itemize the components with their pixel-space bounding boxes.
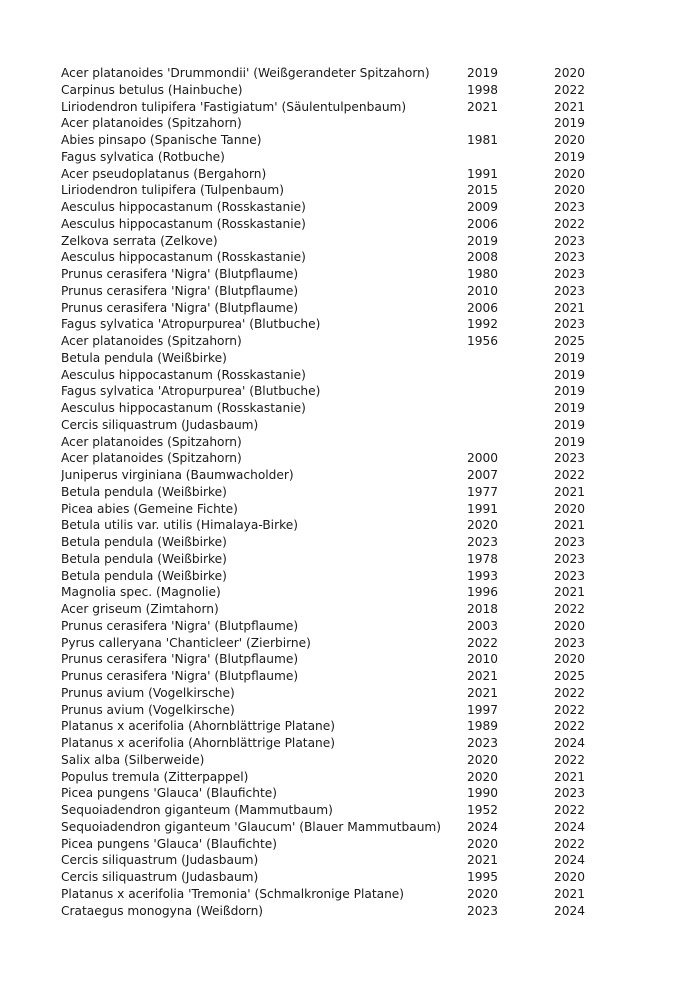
inspection-year: 2023 (554, 786, 586, 801)
inspection-year: 2022 (554, 82, 586, 97)
inspection-year: 2025 (554, 334, 586, 348)
tree-species-name: Acer pseudoplatanus (Bergahorn) (61, 166, 267, 181)
tree-species-name: Populus tremula (Zitterpappel) (61, 769, 249, 784)
table-row (61, 718, 621, 735)
table-row (61, 182, 621, 199)
planting-year: 2009 (467, 200, 499, 214)
tree-species-name: Crataegus monogyna (Weißdorn) (61, 903, 264, 918)
tree-species-name: Betula utilis var. utilis (Himalaya-Birke) (61, 518, 298, 533)
planting-year: 2006 (467, 300, 499, 315)
inspection-year: 2024 (554, 853, 586, 868)
tree-table (61, 65, 621, 919)
table-row (61, 249, 621, 266)
inspection-year: 2023 (554, 283, 586, 298)
inspection-year: 2024 (554, 736, 586, 750)
tree-species-name: Fagus sylvatica 'Atropurpurea' (Blutbuche) (61, 384, 321, 399)
tree-species-name: Fagus sylvatica (Rotbuche) (61, 149, 225, 164)
table-row (61, 601, 621, 618)
planting-year: 2000 (467, 451, 499, 466)
table-row (61, 802, 621, 819)
inspection-year: 2020 (554, 870, 586, 884)
planting-year: 1995 (467, 870, 499, 884)
tree-species-name: Prunus cerasifera 'Nigra' (Blutpflaume) (61, 618, 299, 633)
inspection-year: 2019 (554, 149, 586, 164)
planting-year: 2019 (467, 66, 499, 80)
tree-species-name: Aesculus hippocastanum (Rosskastanie) (61, 216, 306, 231)
tree-species-name: Liriodendron tulipifera (Tulpenbaum) (61, 183, 285, 198)
tree-species-name: Betula pendula (Weißbirke) (61, 568, 227, 583)
inspection-year: 2022 (554, 468, 586, 482)
tree-species-name: Acer platanoides (Spitzahorn) (61, 434, 242, 449)
tree-species-name: Prunus cerasifera 'Nigra' (Blutpflaume) (61, 300, 299, 315)
table-row (61, 417, 621, 434)
table-row (61, 166, 621, 183)
inspection-year: 2019 (554, 384, 586, 399)
table-row (61, 568, 621, 585)
table-row (61, 852, 621, 869)
planting-year: 2008 (467, 250, 499, 265)
tree-species-name: Cercis siliquastrum (Judasbaum) (61, 853, 259, 868)
planting-year: 1996 (467, 585, 499, 600)
planting-year: 1998 (467, 82, 499, 97)
planting-year: 1978 (467, 551, 499, 566)
planting-year: 1981 (467, 133, 499, 147)
table-row (61, 82, 621, 99)
inspection-year: 2022 (554, 836, 586, 851)
table-row (61, 316, 621, 333)
inspection-year: 2020 (554, 618, 586, 633)
inspection-year: 2022 (554, 602, 586, 616)
inspection-year: 2022 (554, 803, 586, 817)
inspection-year: 2023 (554, 635, 586, 650)
planting-year: 2003 (467, 618, 499, 633)
table-row (61, 702, 621, 719)
inspection-year: 2023 (554, 568, 586, 583)
inspection-year: 2023 (554, 250, 586, 265)
table-row (61, 216, 621, 233)
inspection-year: 2021 (554, 518, 586, 533)
planting-year: 2020 (467, 769, 499, 784)
inspection-year: 2022 (554, 702, 586, 717)
planting-year: 2021 (467, 99, 499, 114)
planting-year: 2020 (467, 836, 499, 851)
planting-year: 2024 (467, 819, 499, 834)
table-row (61, 350, 621, 367)
tree-species-name: Liriodendron tulipifera 'Fastigiatum' (Säulentulpenbaum) (61, 99, 407, 114)
planting-year: 2015 (467, 183, 499, 198)
tree-species-name: Prunus cerasifera 'Nigra' (Blutpflaume) (61, 669, 299, 683)
tree-species-name: Magnolia spec. (Magnolie) (61, 585, 221, 600)
planting-year: 2007 (467, 468, 499, 482)
tree-species-name: Pyrus calleryana 'Chanticleer' (Zierbirne) (61, 635, 311, 650)
inspection-year: 2022 (554, 685, 586, 700)
tree-species-name: Salix alba (Silberweide) (61, 752, 205, 767)
tree-species-name: Picea pungens 'Glauca' (Blaufichte) (61, 836, 277, 851)
table-row (61, 819, 621, 836)
table-row (61, 65, 621, 82)
table-row (61, 886, 621, 903)
table-row (61, 383, 621, 400)
planting-year: 1992 (467, 317, 499, 332)
planting-year: 1989 (467, 719, 499, 734)
inspection-year: 2021 (554, 886, 586, 901)
tree-species-name: Picea abies (Gemeine Fichte) (61, 501, 238, 516)
table-row (61, 635, 621, 652)
inspection-year: 2020 (554, 652, 586, 667)
table-row (61, 584, 621, 601)
table-row (61, 501, 621, 518)
table-row (61, 132, 621, 149)
planting-year: 2010 (467, 652, 499, 667)
table-row (61, 199, 621, 216)
table-row (61, 283, 621, 300)
planting-year: 2022 (467, 635, 499, 650)
tree-species-name: Abies pinsapo (Spanische Tanne) (61, 133, 262, 147)
tree-species-name: Juniperus virginiana (Baumwacholder) (61, 468, 294, 482)
tree-species-name: Platanus x acerifolia 'Tremonia' (Schmalkronige Platane) (61, 886, 405, 901)
planting-year: 2006 (467, 216, 499, 231)
tree-species-name: Betula pendula (Weißbirke) (61, 350, 227, 365)
table-row (61, 517, 621, 534)
inspection-year: 2023 (554, 267, 586, 281)
inspection-year: 2021 (554, 99, 586, 114)
tree-species-name: Prunus cerasifera 'Nigra' (Blutpflaume) (61, 283, 299, 298)
inspection-year: 2019 (554, 401, 586, 415)
planting-year: 2019 (467, 233, 499, 248)
table-row (61, 115, 621, 132)
tree-species-name: Fagus sylvatica 'Atropurpurea' (Blutbuche) (61, 317, 321, 332)
table-row (61, 735, 621, 752)
table-row (61, 752, 621, 769)
inspection-year: 2019 (554, 350, 586, 365)
tree-species-name: Acer platanoides (Spitzahorn) (61, 451, 242, 466)
planting-year: 1991 (467, 501, 499, 516)
table-row (61, 450, 621, 467)
tree-species-name: Betula pendula (Weißbirke) (61, 535, 227, 549)
table-row (61, 651, 621, 668)
table-row (61, 434, 621, 451)
inspection-year: 2021 (554, 769, 586, 784)
tree-species-name: Platanus x acerifolia (Ahornblättrige Platane) (61, 736, 336, 750)
planting-year: 2023 (467, 736, 499, 750)
inspection-year: 2023 (554, 317, 586, 332)
planting-year: 2021 (467, 669, 499, 683)
tree-species-name: Aesculus hippocastanum (Rosskastanie) (61, 250, 306, 265)
inspection-year: 2023 (554, 200, 586, 214)
inspection-year: 2019 (554, 417, 586, 432)
inspection-year: 2022 (554, 719, 586, 734)
inspection-year: 2020 (554, 183, 586, 198)
table-row (61, 333, 621, 350)
table-row (61, 836, 621, 853)
tree-species-name: Sequoiadendron giganteum 'Glaucum' (Blauer Mammutbaum) (61, 819, 442, 834)
inspection-year: 2019 (554, 434, 586, 449)
inspection-year: 2021 (554, 300, 586, 315)
planting-year: 1991 (467, 166, 499, 181)
tree-species-name: Prunus avium (Vogelkirsche) (61, 702, 235, 717)
inspection-year: 2021 (554, 585, 586, 600)
table-row (61, 367, 621, 384)
planting-year: 1997 (467, 702, 499, 717)
table-row (61, 769, 621, 786)
tree-species-name: Zelkova serrata (Zelkove) (61, 233, 218, 248)
table-row (61, 484, 621, 501)
inspection-year: 2023 (554, 233, 586, 248)
table-row (61, 266, 621, 283)
planting-year: 2018 (467, 602, 499, 616)
planting-year: 2020 (467, 752, 499, 767)
table-row (61, 233, 621, 250)
table-row (61, 668, 621, 685)
table-row (61, 149, 621, 166)
table-row (61, 869, 621, 886)
planting-year: 2023 (467, 903, 499, 918)
inspection-year: 2023 (554, 551, 586, 566)
planting-year: 1980 (467, 267, 499, 281)
table-row (61, 618, 621, 635)
inspection-year: 2023 (554, 451, 586, 466)
inspection-year: 2021 (554, 484, 586, 499)
inspection-year: 2025 (554, 669, 586, 683)
tree-species-name: Aesculus hippocastanum (Rosskastanie) (61, 401, 306, 415)
inspection-year: 2020 (554, 166, 586, 181)
inspection-year: 2024 (554, 903, 586, 918)
tree-species-name: Acer platanoides (Spitzahorn) (61, 334, 242, 348)
inspection-year: 2023 (554, 535, 586, 549)
planting-year: 1993 (467, 568, 499, 583)
tree-species-name: Betula pendula (Weißbirke) (61, 551, 227, 566)
tree-species-name: Acer griseum (Zimtahorn) (61, 602, 219, 616)
tree-species-name: Aesculus hippocastanum (Rosskastanie) (61, 200, 306, 214)
inspection-year: 2020 (554, 501, 586, 516)
tree-species-name: Sequoiadendron giganteum (Mammutbaum) (61, 803, 333, 817)
planting-year: 1990 (467, 786, 499, 801)
table-row (61, 534, 621, 551)
planting-year: 2021 (467, 685, 499, 700)
inspection-year: 2020 (554, 66, 586, 80)
tree-species-name: Platanus x acerifolia (Ahornblättrige Platane) (61, 719, 336, 734)
inspection-year: 2024 (554, 819, 586, 834)
inspection-year: 2019 (554, 367, 586, 382)
inspection-year: 2022 (554, 752, 586, 767)
table-row (61, 467, 621, 484)
tree-species-name: Prunus cerasifera 'Nigra' (Blutpflaume) (61, 652, 299, 667)
planting-year: 2020 (467, 518, 499, 533)
table-row (61, 551, 621, 568)
table-row (61, 99, 621, 116)
planting-year: 2010 (467, 283, 499, 298)
table-row (61, 300, 621, 317)
planting-year: 1956 (467, 334, 499, 348)
tree-species-name: Betula pendula (Weißbirke) (61, 484, 227, 499)
table-row (61, 785, 621, 802)
planting-year: 1952 (467, 803, 499, 817)
tree-species-name: Acer platanoides 'Drummondii' (Weißgerandeter Spitzahorn) (61, 66, 430, 80)
tree-species-name: Aesculus hippocastanum (Rosskastanie) (61, 367, 306, 382)
table-row (61, 400, 621, 417)
planting-year: 2020 (467, 886, 499, 901)
tree-species-name: Picea pungens 'Glauca' (Blaufichte) (61, 786, 277, 801)
tree-species-name: Cercis siliquastrum (Judasbaum) (61, 870, 259, 884)
inspection-year: 2022 (554, 216, 586, 231)
inspection-year: 2019 (554, 116, 586, 131)
table-row (61, 903, 621, 920)
table-row (61, 685, 621, 702)
tree-species-name: Cercis siliquastrum (Judasbaum) (61, 417, 259, 432)
tree-species-name: Acer platanoides (Spitzahorn) (61, 116, 242, 131)
tree-species-name: Prunus cerasifera 'Nigra' (Blutpflaume) (61, 267, 299, 281)
planting-year: 2023 (467, 535, 499, 549)
planting-year: 2021 (467, 853, 499, 868)
inspection-year: 2020 (554, 133, 586, 147)
tree-species-name: Carpinus betulus (Hainbuche) (61, 82, 243, 97)
tree-species-name: Prunus avium (Vogelkirsche) (61, 685, 235, 700)
planting-year: 1977 (467, 484, 499, 499)
